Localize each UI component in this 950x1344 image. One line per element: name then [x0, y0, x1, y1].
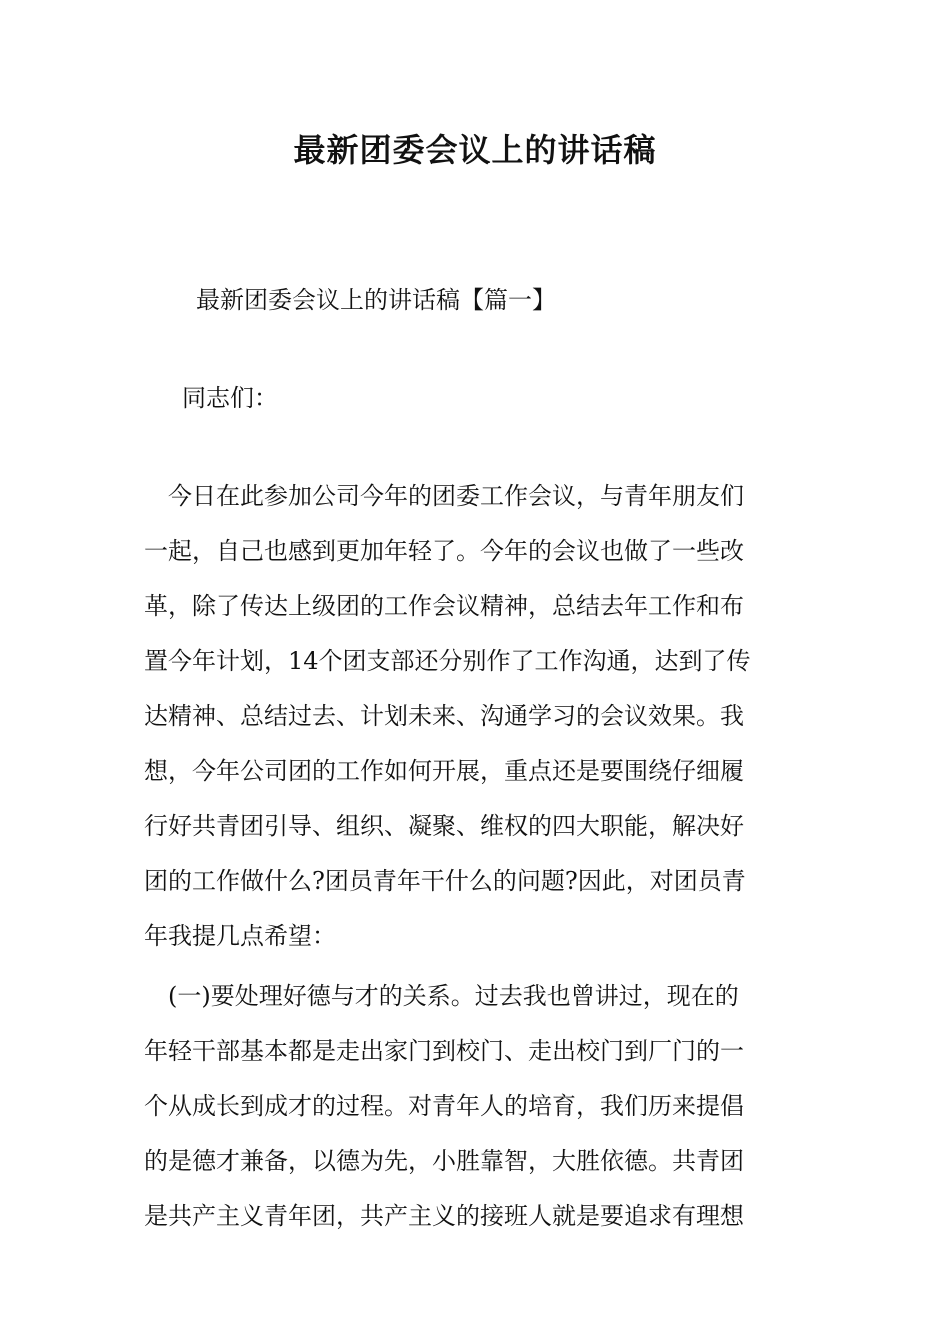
- paragraph-line: 革，除了传达上级团的工作会议精神，总结去年工作和布: [144, 592, 744, 620]
- section-subtitle: 最新团委会议上的讲话稿【篇一】: [196, 286, 556, 314]
- paragraph-2: [144, 969, 809, 1244]
- paragraph-line: 年我提几点希望：: [144, 922, 336, 950]
- paragraph-line: 年轻干部基本都是走出家门到校门、走出校门到厂门的一: [144, 1037, 744, 1065]
- document-title: 最新团委会议上的讲话稿: [293, 131, 657, 169]
- paragraph-line: 行好共青团引导、组织、凝聚、维权的四大职能，解决好: [144, 812, 744, 840]
- paragraph-line: (一)要处理好德与才的关系。过去我也曾讲过，现在的: [144, 982, 739, 1010]
- paragraph-line: 今日在此参加公司今年的团委工作会议，与青年朋友们: [144, 482, 744, 510]
- paragraph-line: 个从成长到成才的过程。对青年人的培育，我们历来提倡: [144, 1092, 744, 1120]
- greeting: 同志们：: [182, 384, 278, 412]
- paragraph-line: 想，今年公司团的工作如何开展，重点还是要围绕仔细履: [144, 757, 744, 785]
- paragraph-line: 团的工作做什么?团员青年干什么的问题?因此，对团员青: [144, 867, 746, 895]
- paragraph-line: 的是德才兼备，以德为先，小胜靠智，大胜依德。共青团: [144, 1147, 744, 1175]
- paragraph-line: 达精神、总结过去、计划未来、沟通学习的会议效果。我: [144, 702, 744, 730]
- paragraph-line: 置今年计划，14个团支部还分别作了工作沟通，达到了传: [144, 647, 751, 675]
- paragraph-line: 是共产主义青年团，共产主义的接班人就是要追求有理想: [144, 1202, 744, 1230]
- paragraph-line: 一起，自己也感到更加年轻了。今年的会议也做了一些改: [144, 537, 744, 565]
- paragraph-1: [144, 469, 809, 964]
